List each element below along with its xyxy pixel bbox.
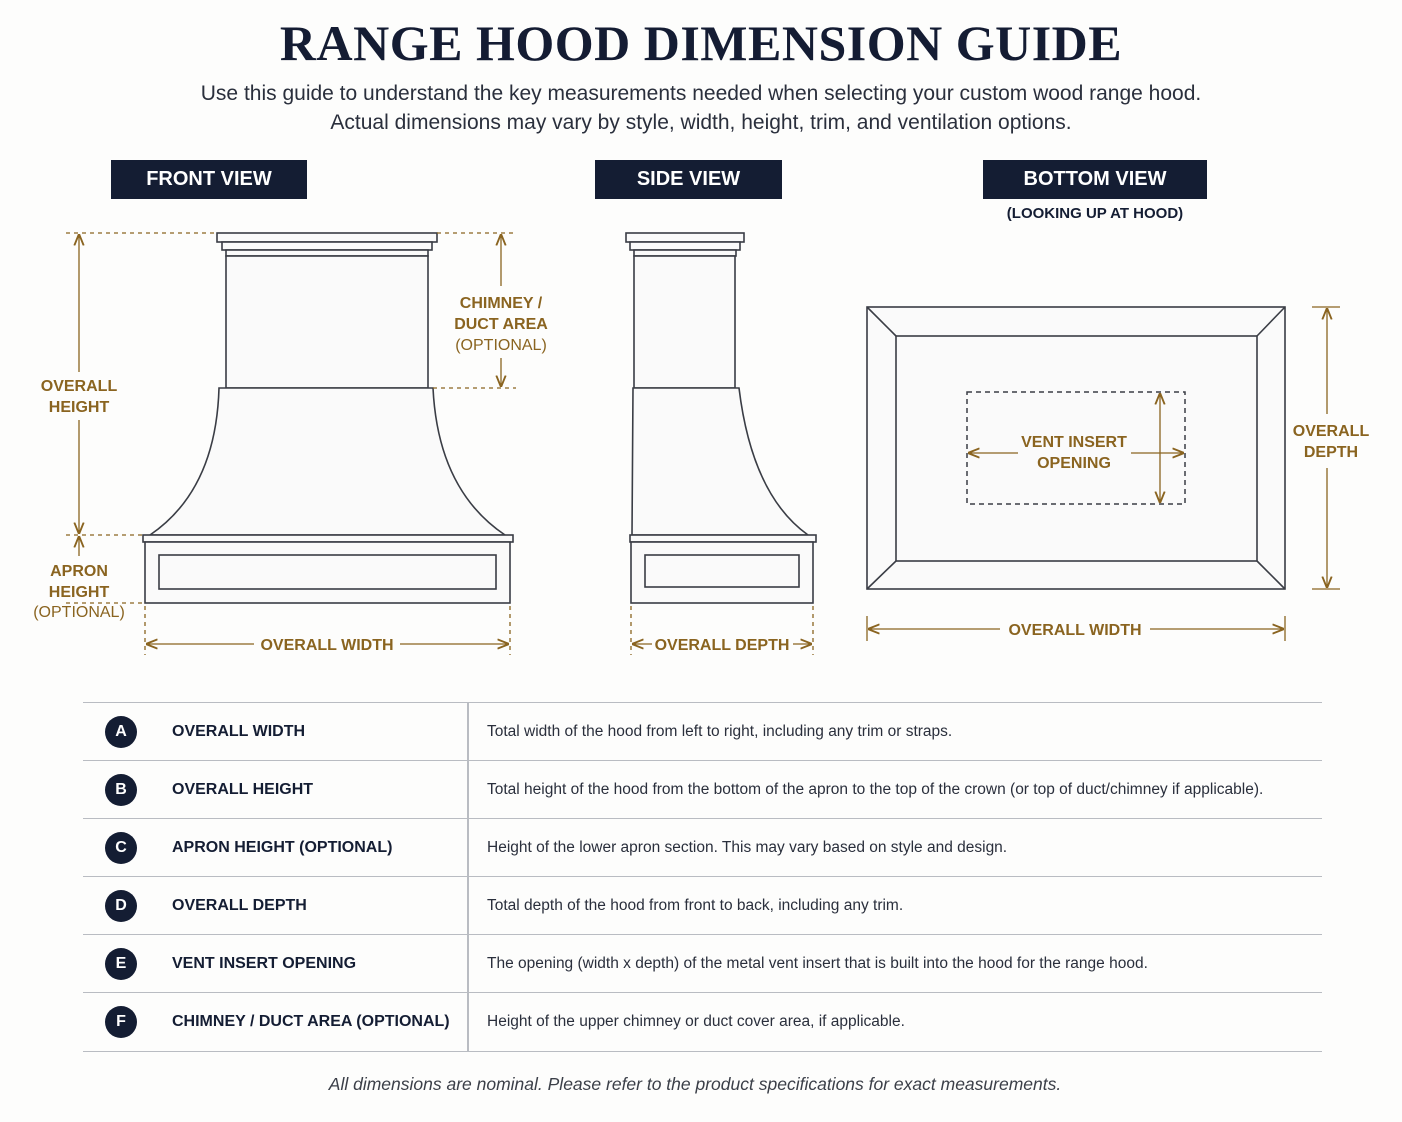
- chimney-label-1: CHIMNEY /: [459, 295, 543, 312]
- table-row: [83, 877, 1322, 935]
- front-hood-body: [150, 388, 505, 535]
- front-chimney: [226, 256, 428, 388]
- letter-badge: E: [105, 948, 137, 980]
- front-view-label: FRONT VIEW: [111, 160, 307, 199]
- apron-height-optional: (OPTIONAL): [33, 604, 125, 621]
- subtitle-line-2: Actual dimensions may vary by style, width, height, trim, and ventilation options.: [330, 111, 1072, 134]
- front-crown-base: [226, 250, 428, 256]
- chimney-label-2: DUCT AREA: [454, 316, 548, 333]
- side-view-label: SIDE VIEW: [595, 160, 782, 199]
- bottom-overall-width-label: OVERALL WIDTH: [1008, 622, 1142, 639]
- term-label: APRON HEIGHT (OPTIONAL): [172, 838, 393, 856]
- bottom-overall-depth-label-2: DEPTH: [1303, 444, 1359, 461]
- front-overall-height-label-1: OVERALL: [40, 378, 118, 395]
- letter-badge: B: [105, 774, 137, 806]
- table-row: [83, 993, 1322, 1052]
- term-label: VENT INSERT OPENING: [172, 954, 357, 972]
- letter-badge: F: [105, 1006, 137, 1038]
- vent-insert-label-1: VENT INSERT: [1021, 434, 1127, 451]
- side-crown-base: [634, 250, 736, 256]
- front-overall-width-label: OVERALL WIDTH: [260, 637, 394, 654]
- bottom-overall-depth-label-1: OVERALL: [1292, 423, 1370, 440]
- term-description: Height of the upper chimney or duct cover area, if applicable.: [487, 1013, 905, 1030]
- front-ledge: [143, 535, 513, 542]
- side-apron-panel: [645, 555, 799, 587]
- term-description: The opening (width x depth) of the metal vent insert that is built into the hood for the range hood.: [487, 954, 1148, 972]
- side-overall-depth-label: OVERALL DEPTH: [654, 637, 790, 654]
- letter-badge: D: [105, 890, 137, 922]
- term-label: OVERALL DEPTH: [172, 896, 307, 914]
- page-title: RANGE HOOD DIMENSION GUIDE: [279, 15, 1123, 71]
- side-crown-mid: [630, 242, 740, 250]
- vent-insert-label-2: OPENING: [1037, 455, 1111, 472]
- front-overall-height-label-2: HEIGHT: [48, 399, 110, 416]
- term-description: Total height of the hood from the bottom of the apron to the top of the crown (or top of duct/chimney if applicable).: [487, 780, 1264, 798]
- table-row: [83, 761, 1322, 819]
- bottom-view-sublabel: (LOOKING UP AT HOOD): [1006, 205, 1184, 222]
- table-row: [83, 819, 1322, 877]
- letter-badge: C: [105, 832, 137, 864]
- bottom-view-label: BOTTOM VIEW: [983, 160, 1207, 199]
- term-description: Total depth of the hood from front to back, including any trim.: [487, 896, 904, 914]
- subtitle-line-1: Use this guide to understand the key measurements needed when selecting your custom wood range hood.: [200, 82, 1202, 105]
- table-row: [83, 703, 1322, 761]
- side-hood-body: [632, 388, 808, 535]
- table-row: [83, 935, 1322, 993]
- side-view-drawing: [626, 233, 816, 603]
- term-description: Total width of the hood from left to right, including any trim or straps.: [487, 722, 953, 740]
- letter-badge: A: [105, 716, 137, 748]
- footnote: All dimensions are nominal. Please refer to the product specifications for exact measurements.: [328, 1074, 1062, 1094]
- side-crown-top: [626, 233, 744, 242]
- side-ledge: [630, 535, 816, 542]
- front-crown-top: [217, 233, 437, 242]
- front-apron-panel: [159, 555, 496, 589]
- term-label: OVERALL HEIGHT: [172, 780, 314, 798]
- apron-height-label-2: HEIGHT: [48, 584, 110, 601]
- term-label: CHIMNEY / DUCT AREA (OPTIONAL): [172, 1013, 450, 1030]
- side-chimney: [634, 256, 735, 388]
- term-description: Height of the lower apron section. This may vary based on style and design.: [487, 838, 1008, 856]
- front-crown-mid: [222, 242, 432, 250]
- chimney-optional: (OPTIONAL): [455, 337, 547, 354]
- term-label: OVERALL WIDTH: [172, 722, 306, 740]
- dimension-table: [83, 702, 1322, 1052]
- apron-height-label-1: APRON: [50, 563, 108, 580]
- front-view-drawing: [143, 233, 513, 603]
